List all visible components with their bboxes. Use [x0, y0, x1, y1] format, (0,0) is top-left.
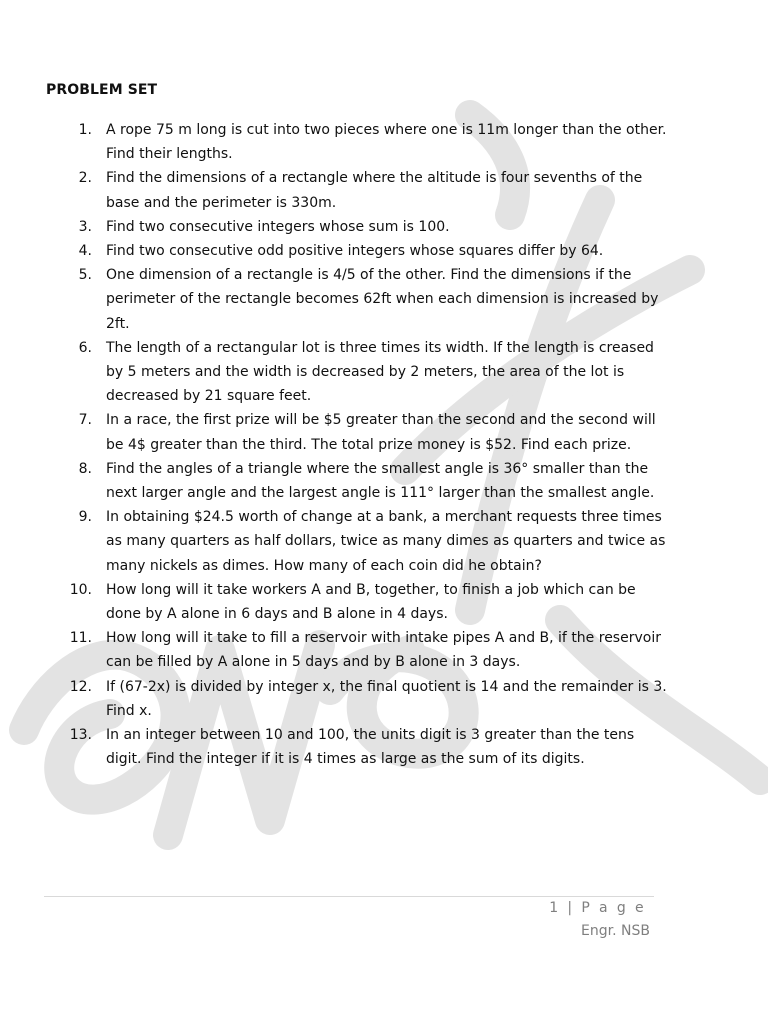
problem-number: 11. — [69, 630, 92, 647]
problem-item — [0, 215, 768, 239]
problem-text: A rope 75 m long is cut into two pieces where one is 11m longer than the other. Find their lengths. — [106, 122, 667, 163]
problem-item — [0, 578, 768, 626]
problem-number: 10. — [69, 581, 92, 598]
problem-item — [0, 675, 768, 723]
problem-text: How long will it take to fill a reservoir with intake pipes A and B, if the reservoir can be filled by A alone in 5 days and by B alone in 3 days. — [106, 630, 661, 671]
problem-text: Find two consecutive integers whose sum is 100. — [106, 218, 450, 235]
problem-item — [0, 239, 768, 263]
problem-text: One dimension of a rectangle is 4/5 of the other. Find the dimensions if the perimeter of the rectangle becomes 62ft when each dimension is increased by 2ft. — [106, 267, 659, 332]
problem-item — [0, 166, 768, 214]
footer-author: Engr. NSB — [581, 923, 650, 939]
problem-number: 2. — [78, 170, 92, 187]
problem-item — [0, 408, 768, 456]
problem-number: 12. — [69, 678, 92, 695]
problem-item — [0, 626, 768, 674]
problem-text: In obtaining $24.5 worth of change at a bank, a merchant requests three times as many quarters as half dollars, twice as many dimes as quarters and twice as many nickels as dimes. How many of each coin did he obtain? — [106, 509, 666, 574]
problem-item — [0, 723, 768, 771]
problem-list — [0, 118, 768, 771]
problem-number: 7. — [78, 412, 92, 429]
footer-divider — [44, 896, 654, 897]
problem-number: 5. — [78, 267, 92, 284]
problem-number: 3. — [78, 218, 92, 235]
problem-text: If (67-2x) is divided by integer x, the final quotient is 14 and the remainder is 3. Find x. — [106, 678, 667, 719]
problem-text: The length of a rectangular lot is three times its width. If the length is creased by 5 meters and the width is decreased by 2 meters, the area of the lot is decreased by 21 square feet. — [106, 339, 654, 405]
problem-number: 8. — [78, 460, 92, 477]
problem-item — [0, 457, 768, 505]
problem-text: Find the dimensions of a rectangle where the altitude is four sevenths of the base and the perimeter is 330m. — [106, 170, 643, 211]
problem-number: 4. — [78, 243, 92, 260]
problem-text: In a race, the first prize will be $5 greater than the second and the second will be 4$ greater than the third. The total prize money is $52. Find each prize. — [106, 412, 656, 453]
problem-item — [0, 336, 768, 409]
problem-number: 9. — [78, 509, 92, 526]
problem-text: Find two consecutive odd positive integers whose squares differ by 64. — [106, 243, 604, 260]
problem-item — [0, 118, 768, 166]
problem-item — [0, 263, 768, 336]
problem-text: In an integer between 10 and 100, the units digit is 3 greater than the tens digit. Find the integer if it is 4 times as large as the sum of its digits. — [106, 727, 635, 768]
document-title: PROBLEM SET — [46, 82, 158, 98]
problem-number: 1. — [78, 122, 92, 138]
problem-item — [0, 505, 768, 578]
problem-number: 6. — [78, 339, 92, 356]
problem-text: Find the angles of a triangle where the smallest angle is 36° smaller than the next larger angle and the largest angle is 111° larger than the smallest angle. — [106, 460, 655, 502]
problem-number: 13. — [69, 727, 92, 744]
problem-text: How long will it take workers A and B, together, to finish a job which can be done by A alone in 6 days and B alone in 4 days. — [106, 581, 636, 623]
page-number: 1 | P a g e — [549, 900, 646, 916]
